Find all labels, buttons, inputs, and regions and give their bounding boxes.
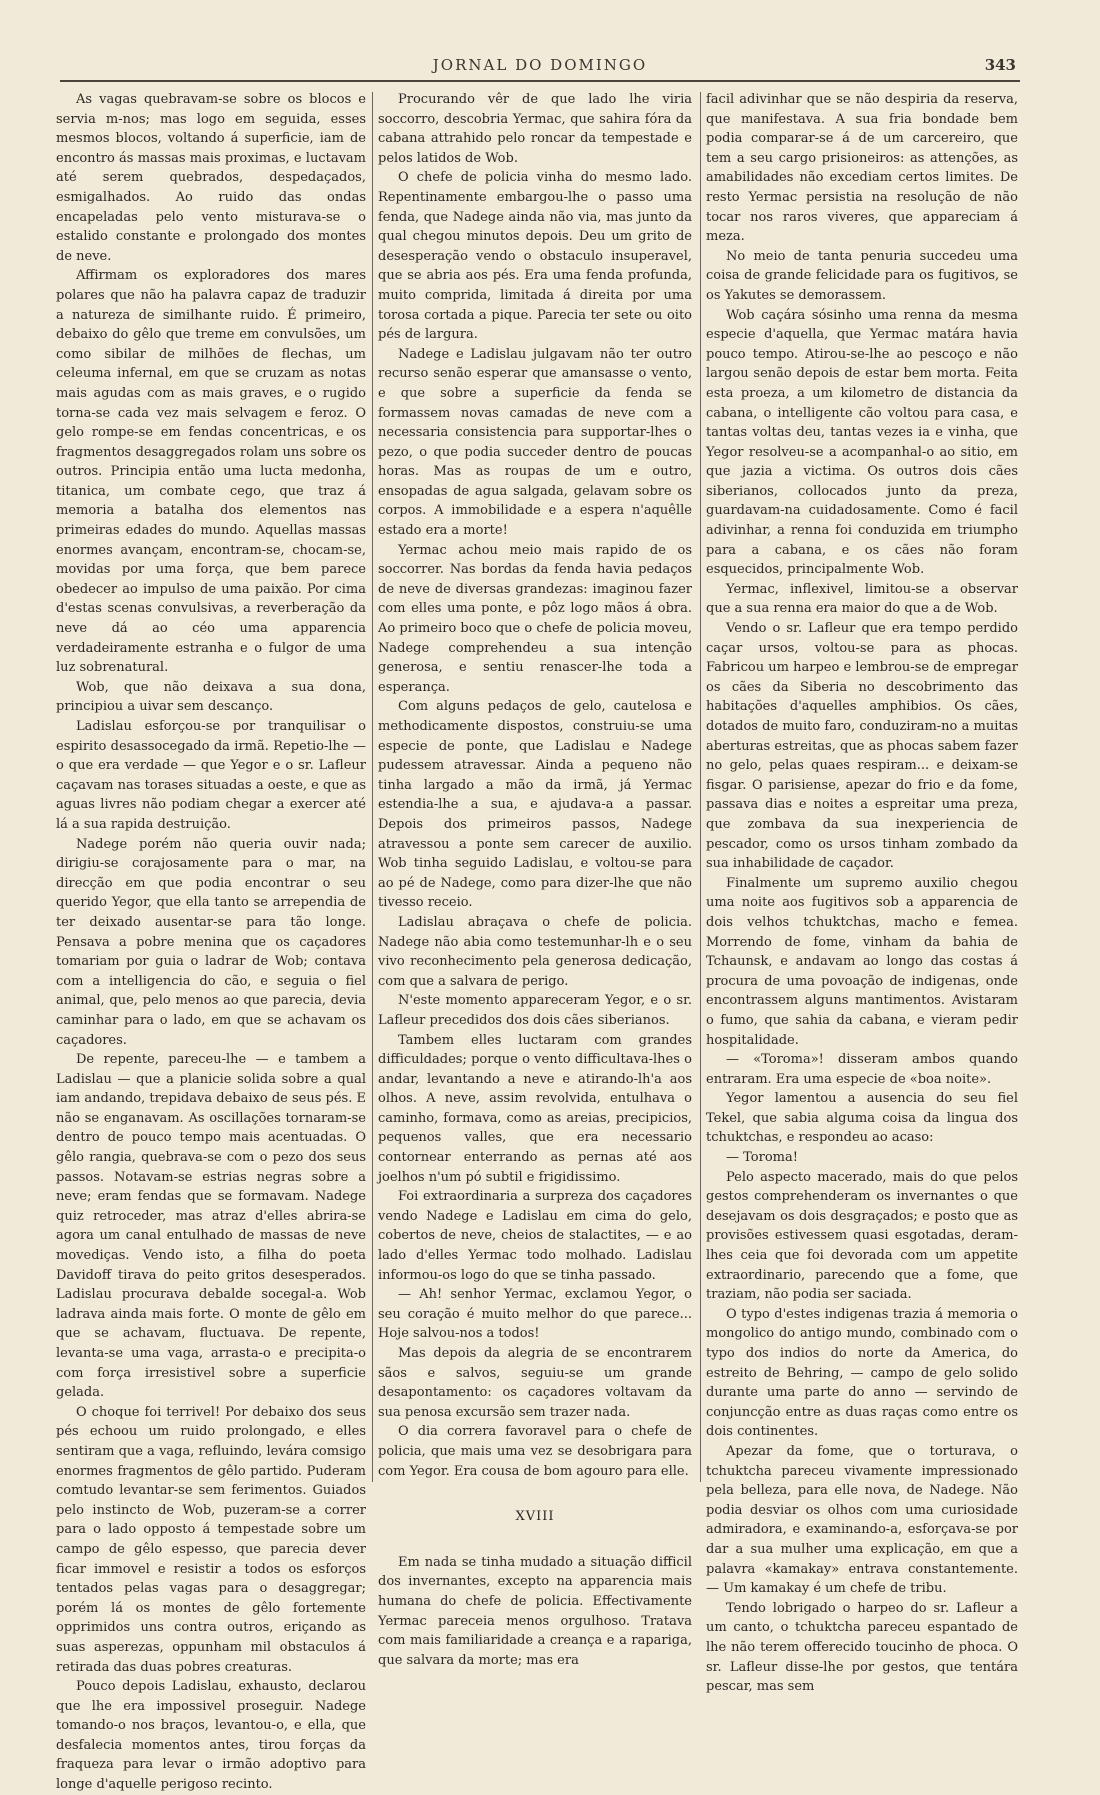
- paragraph: Nadege porém não queria ouvir nada; dirigiu-se corajosamente para o mar, na direcção em que podia encontrar o seu querido Yegor, que ella tanto se arrependia de ter deixado ausentar-se para tão longe. Pensava a pobre menina que os caçadores tomariam por guia o ladrar de Wob; contava com a intelligencia do cão, e seguia o fiel animal, que, pelo menos ao que parecia, devia caminhar para o lado, em que se achavam os caçadores.: [56, 836, 366, 1048]
- paragraph: Tambem elles luctaram com grandes difficuldades; porque o vento difficultava-lhes o andar, levantando a neve e atirando-lh'a aos olhos. A neve, assim revolvida, entulhava o caminho, formava, como as areias, precipicios, pequenos valles, que era necessario contornear enterrando as pernas até aos joelhos n'um pó subtil e frigidissimo.: [378, 1032, 692, 1185]
- paragraph: Pelo aspecto macerado, mais do que pelos gestos comprehenderam os invernantes o que desejavam os dois desgraçados; e posto que as provisões estivessem quasi esgotadas, deram-lhes ceia que foi devorada com um appetite extraordinario, parecendo que a fome, que traziam, não podia ser saciada.: [706, 1169, 1018, 1303]
- column-2: [378, 90, 692, 1668]
- column-divider-1: [372, 92, 373, 1482]
- paragraph: N'este momento appareceram Yegor, e o sr. Lafleur precedidos dos dois cães siberianos.: [378, 993, 692, 1028]
- paragraph: — Ah! senhor Yermac, exclamou Yegor, o seu coração é muito melhor do que parece... Hoje salvou-nos a todos!: [378, 1287, 692, 1342]
- paragraph: Wob, que não deixava a sua dona, principiou a uivar sem descanço.: [56, 679, 366, 715]
- paragraph: — «Toroma»! disseram ambos quando entraram. Era uma especie de «boa noite».: [706, 1052, 1018, 1087]
- paragraph: Procurando vêr de que lado lhe viria soccorro, descobria Yermac, que sahira fóra da cabana attrahido pelo roncar da tempestade e pelos latidos de Wob.: [378, 92, 692, 166]
- paragraph: Mas depois da alegria de se encontrarem sãos e salvos, seguiu-se um grande desapontamento: os caçadores voltavam da sua penosa excursão sem trazer nada.: [378, 1346, 692, 1420]
- paragraph: De repente, pareceu-lhe — e tambem a Ladislau — que a planicie solida sobre a qual iam andando, trepidava debaixo de seus pés. E não se enganavam. As oscillações tornaram-se dentro de pouco tempo mais acentuadas. O gêlo rangia, quebrava-se com o pezo dos seus passos. Notavam-se estrias negras sobre a neve; eram fendas que se formavam. Nadege quiz retroceder, mas atraz d'elles abrira-se agora um canal entulhado de massas de neve movediças. Vendo isto, a filha do poeta Davidoff tirava do peito gritos desesperados. Ladislau procurava debalde socegal-a. Wob ladrava ainda mais forte. O monte de gêlo em que se achavam, fluctuava. De repente, levanta-se uma vaga, arrasta-o e precipita-o com força irresistivel sobre a superficie gelada.: [56, 1052, 366, 1401]
- column-divider-2: [700, 92, 701, 1482]
- paragraph: Apezar da fome, que o torturava, o tchuktcha pareceu vivamente impressionado pela belleza, para elle nova, de Nadege. Não podia desviar os olhos com uma curiosidade admiradora, e examinando-a, esforçava-se por dar a sua mulher uma explicação, em que a palavra «kamakay» entrava constantemente. — Um kamakay é um chefe de tribu.: [706, 1443, 1018, 1597]
- paragraph: Yegor lamentou a ausencia do seu fiel Tekel, que sabia alguma coisa da lingua dos tchuktchas, e respondeu ao acaso:: [706, 1091, 1018, 1146]
- paragraph: Wob caçára sósinho uma renna da mesma especie d'aquella, que Yermac matára havia pouco tempo. Atirou-se-lhe ao pescoço e não largou senão depois de estar bem morta. Feita esta proeza, a um kilometro de distancia da cabana, o intelligente cão voltou para casa, e tantas voltas deu, tantas vezes ia e vinha, que Yegor resolveu-se a acompanhal-o ao sitio, em que jazia a victima. Os outros dois cães siberianos, collocados junto da preza, guardavam-na cuidadosamente. Como é facil adivinhar, a renna foi conduzida em triumpho para a cabana, e os cães não foram esquecidos, principalmente Wob.: [706, 307, 1018, 578]
- paragraph: Ladislau esforçou-se por tranquilisar o espirito desassocegado da irmã. Repetio-lhe — o que era verdade — que Yegor e o sr. Lafleur caçavam nas torases situadas a oeste, e que as aguas livres não podiam chegar a exercer até lá a sua rapida destruição.: [56, 719, 366, 832]
- column-3: [706, 90, 1018, 1695]
- page-header: [60, 56, 1020, 80]
- paragraph: O dia correra favoravel para o chefe de policia, que mais uma vez se desobrigara para com Yegor. Era cousa de bom agouro para elle.: [378, 1424, 692, 1479]
- paragraph: As vagas quebravam-se sobre os blocos e servia m-nos; mas logo em seguida, esses mesmos blocos, voltando á superficie, iam de encontro ás massas mais proximas, e luctavam até serem quebrados, despedaçados, esmigalhados. Ao ruido das ondas encapeladas pelo vento misturava-se o estalido constante e prolongado dos montes de neve.: [56, 92, 366, 264]
- paragraph: Yermac, inflexivel, limitou-se a observar que a sua renna era maior do que a de Wob.: [706, 581, 1018, 617]
- paragraph: No meio de tanta penuria succedeu uma coisa de grande felicidade para os fugitivos, se os Yakutes se demorassem.: [706, 248, 1018, 303]
- paragraph: Foi extraordinaria a surpreza dos caçadores vendo Nadege e Ladislau em cima do gelo, cobertos de neve, cheios de stalactites, — e ao lado d'elles Yermac todo molhado. Ladislau informou-os logo do que se tinha passado.: [378, 1189, 692, 1283]
- paragraph: facil adivinhar que se não despiria da reserva, que manifestava. A sua fria bondade bem podia comparar-se á de um carcereiro, que tem a seu cargo prisioneiros: as attenções, as amabilidades não excediam certos limites. De resto Yermac persistia na resolução de não tocar nos raros viveres, que appareciam á meza.: [706, 92, 1018, 245]
- journal-title: JORNAL DO DOMINGO: [432, 56, 648, 74]
- paragraph: Yermac achou meio mais rapido de os soccorrer. Nas bordas da fenda havia pedaços de neve de diversas grandezas: imaginou fazer com elles uma ponte, e pôz logo mãos á obra. Ao primeiro boco que o chefe de policia moveu, Nadege comprehendeu a sua intenção generosa, e sentiu renascer-lhe toda a esperança.: [378, 542, 692, 695]
- paragraph: Finalmente um supremo auxilio chegou uma noite aos fugitivos sob a apparencia de dois velhos tchuktchas, macho e femea. Morrendo de fome, vinham da bahia de Tchaunsk, e andavam ao longo das costas á procura de uma povoação de indigenas, onde encontrassem alguns mantimentos. Avistaram o fumo, que sahia da cabana, e vieram pedir hospitalidade.: [706, 875, 1018, 1048]
- paragraph: Affirmam os exploradores dos mares polares que não ha palavra capaz de traduzir a natureza de similhante ruido. É primeiro, debaixo do gêlo que treme em convulsões, um como sibilar de milhões de flechas, um celeuma infernal, em que se cruzam as notas mais agudas com as mais graves, e o rugido torna-se cada vez mais selvagem e feroz. O gelo rompe-se em fendas concentricas, e os fragmentos desaggregados rolam uns sobre os outros. Principia então uma lucta medonha, titanica, um combate cego, que traz á memoria a batalha dos elementos nas primeiras edades do mundo. Aquellas massas enormes avançam, encontram-se, chocam-se, movidas por uma força, que bem parece obedecer ao impulso de uma paixão. Por cima d'estas scenas convulsivas, a reverberação da neve dá ao céo uma apparencia verdadeiramente estranha e o fulgor de uma luz sobrenatural.: [56, 268, 366, 676]
- page-number: 343: [984, 56, 1016, 74]
- header-rule: [60, 80, 1020, 82]
- paragraph: O choque foi terrivel! Por debaixo dos seus pés echoou um ruido prolongado, e elles sentiram que a vaga, refluindo, levára comsigo enormes fragmentos de gêlo partido. Puderam comtudo levantar-se sem ferimentos. Guiados pelo instincto de Wob, puzeram-se a correr para o lado opposto á tempestade sobre um campo de gêlo espesso, que parecia dever ficar immovel e resistir a todos os esforços tentados pelas vagas para o desaggregar; porém lá os montes de gêlo fortemente opprimidos uns contra outros, eriçando as suas asperezas, oppunham mil obstaculos á retirada das duas pobres creaturas.: [56, 1404, 366, 1675]
- paragraph: Em nada se tinha mudado a situação difficil dos invernantes, excepto na apparencia mais humana do chefe de policia. Effectivamente Yermac pareceia menos orgulhoso. Tratava com mais familiaridade a creança e a rapariga, que salvara da morte; mas era: [378, 1554, 692, 1668]
- paragraph: — Toroma!: [726, 1150, 798, 1166]
- paragraph: O typo d'estes indigenas trazia á memoria o mongolico do antigo mundo, combinado com o typo dos indios do norte da America, do estreito de Behring, — campo de gelo solido durante uma parte do anno — servindo de conjuncção entre as duas raças como entre os dois continentes.: [706, 1306, 1018, 1440]
- paragraph: Ladislau abraçava o chefe de policia. Nadege não abia como testemunhar-lh e o seu vivo reconhecimento pela generosa dedicação, com que a salvara de perigo.: [378, 914, 692, 989]
- paragraph: O chefe de policia vinha do mesmo lado. Repentinamente embargou-lhe o passo uma fenda, que Nadege ainda não via, mas junto da qual chegou minutos depois. Deu um grito de desesperação vendo o obstaculo insuperavel, que se abria aos pés. Era uma fenda profunda, muito comprida, limitada á direita por uma torosa cortada a pique. Parecia ter sete ou oito pés de largura.: [378, 170, 692, 343]
- paragraph: Tendo lobrigado o harpeo do sr. Lafleur a um canto, o tchuktcha pareceu espantado de lhe não terem offerecido toucinho de phoca. O sr. Lafleur disse-lhe por gestos, que tentára pescar, mas sem: [706, 1600, 1018, 1695]
- section-heading: XVIII: [515, 1509, 555, 1525]
- column-1: [56, 90, 366, 1793]
- paragraph: Pouco depois Ladislau, exhausto, declarou que lhe era impossivel proseguir. Nadege tomando-o nos braços, levantou-o, e ella, que desfalecia momentos antes, tirou forças da fraqueza para levar o irmão adoptivo para longe d'aquelle perigoso recinto.: [56, 1679, 366, 1793]
- paragraph: Com alguns pedaços de gelo, cautelosa e methodicamente dispostos, construiu-se uma especie de ponte, que Ladislau e Nadege pudessem atravessar. Ainda a pequeno não tinha largado a mão da irmã, já Yermac estendia-lhe a sua, e ajudava-a a passar. Depois dos primeiros passos, Nadege atravessou a ponte sem carecer de auxilio. Wob tinha seguido Ladislau, e voltou-se para ao pé de Nadege, como para dizer-lhe que não tivesso receio.: [378, 699, 692, 911]
- paragraph: Nadege e Ladislau julgavam não ter outro recurso senão esperar que amansasse o vento, e que sobre a superficie da fenda se formassem novas camadas de neve com a necessaria consistencia para supportar-lhes o pezo, o que podia succeder dentro de poucas horas. Mas as roupas de um e outro, ensopadas de agua salgada, gelavam sobre os corpos. A immobilidade e a espera n'aquêlle estado era a morte!: [378, 346, 692, 539]
- paragraph: Vendo o sr. Lafleur que era tempo perdido caçar ursos, voltou-se para as phocas. Fabricou um harpeo e lembrou-se de empregar os cães da Siberia no descobrimento das habitações d'aquelles amphibios. Os cães, dotados de muito faro, conduziram-no a muitas aberturas estreitas, que as phocas sabem fazer no gelo, pelas quaes respiram... e deixam-se fisgar. O parisiense, apezar do frio e da fome, passava dias e noites a espreitar uma preza, que zombava da sua inexperiencia de pescador, como os ursos tinham zombado da sua inhabilidade de caçador.: [706, 621, 1018, 872]
